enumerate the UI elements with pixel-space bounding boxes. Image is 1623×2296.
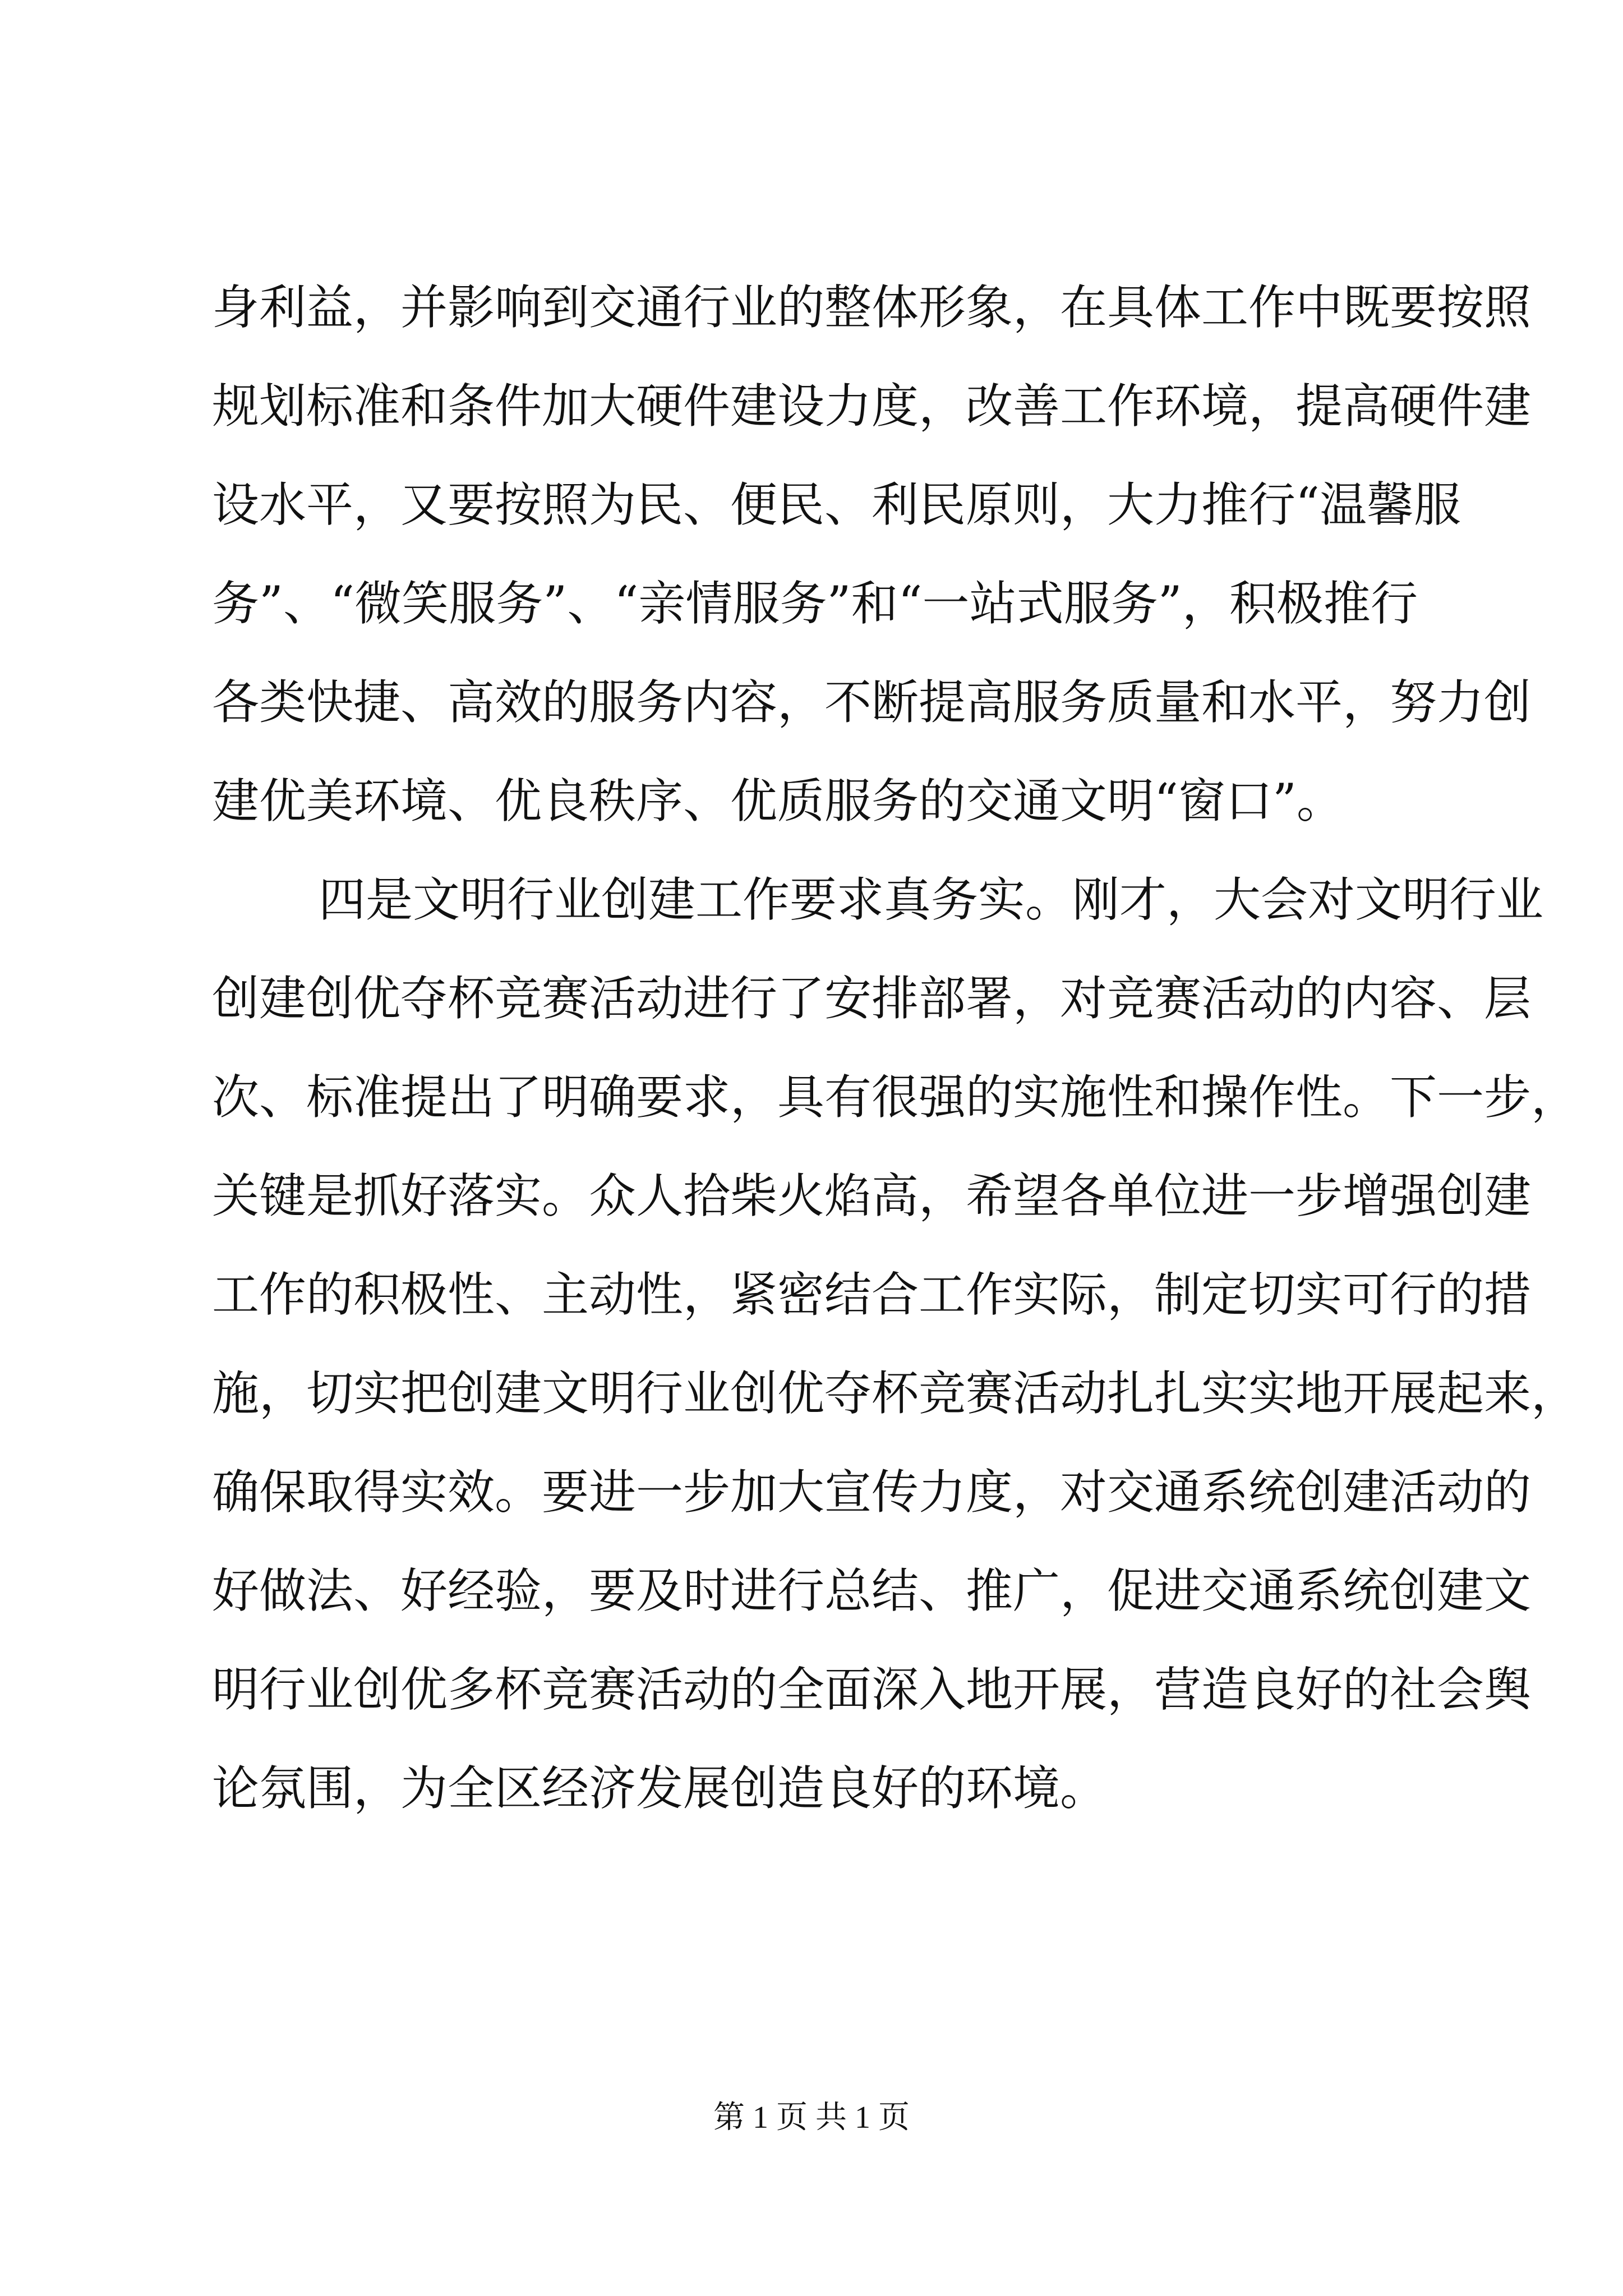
text-line: 论氛围，为全区经济发展创造良好的环境。 bbox=[212, 1761, 1108, 1816]
text-line: 务”、“微笑服务”、“亲情服务”和“一站式服务”，积极推行 bbox=[212, 576, 1418, 631]
paragraph-continuation bbox=[212, 258, 1532, 850]
text-line: 设水平，又要按照为民、便民、利民原则，大力推行“温馨服 bbox=[212, 477, 1461, 532]
text-line: 关键是抓好落实。众人拾柴火焰高，希望各单位进一步增强创建 bbox=[212, 1168, 1532, 1223]
document-body bbox=[212, 258, 1579, 1838]
text-line: 身利益，并影响到交通行业的整体形象，在具体工作中既要按照 bbox=[212, 280, 1532, 335]
text-line: 确保取得实效。要进一步加大宣传力度，对交通系统创建活动的 bbox=[212, 1465, 1532, 1520]
text-line: 建优美环境、优良秩序、优质服务的交通文明“窗口”。 bbox=[212, 774, 1344, 829]
paragraph-point-four bbox=[212, 850, 1579, 1838]
page-number-footer: 第 1 页 共 1 页 bbox=[713, 2100, 910, 2135]
text-line: 工作的积极性、主动性，紧密结合工作实际，制定切实可行的措 bbox=[212, 1267, 1532, 1322]
text-line: 好做法、好经验，要及时进行总结、推广，促进交通系统创建文 bbox=[212, 1563, 1532, 1618]
text-line: 四是文明行业创建工作要求真务实。刚才，大会对文明行业 bbox=[319, 872, 1544, 927]
text-line: 次、标准提出了明确要求，具有很强的实施性和操作性。下一步， bbox=[212, 1070, 1579, 1125]
text-line: 规划标准和条件加大硬件建设力度，改善工作环境，提高硬件建 bbox=[212, 379, 1532, 434]
text-line: 施，切实把创建文明行业创优夺杯竞赛活动扎扎实实地开展起来， bbox=[212, 1366, 1579, 1421]
text-line: 创建创优夺杯竞赛活动进行了安排部署，对竞赛活动的内容、层 bbox=[212, 971, 1532, 1026]
text-line: 明行业创优多杯竞赛活动的全面深入地开展，营造良好的社会舆 bbox=[212, 1662, 1532, 1717]
text-line: 各类快捷、高效的服务内容，不断提高服务质量和水平，努力创 bbox=[212, 675, 1532, 730]
